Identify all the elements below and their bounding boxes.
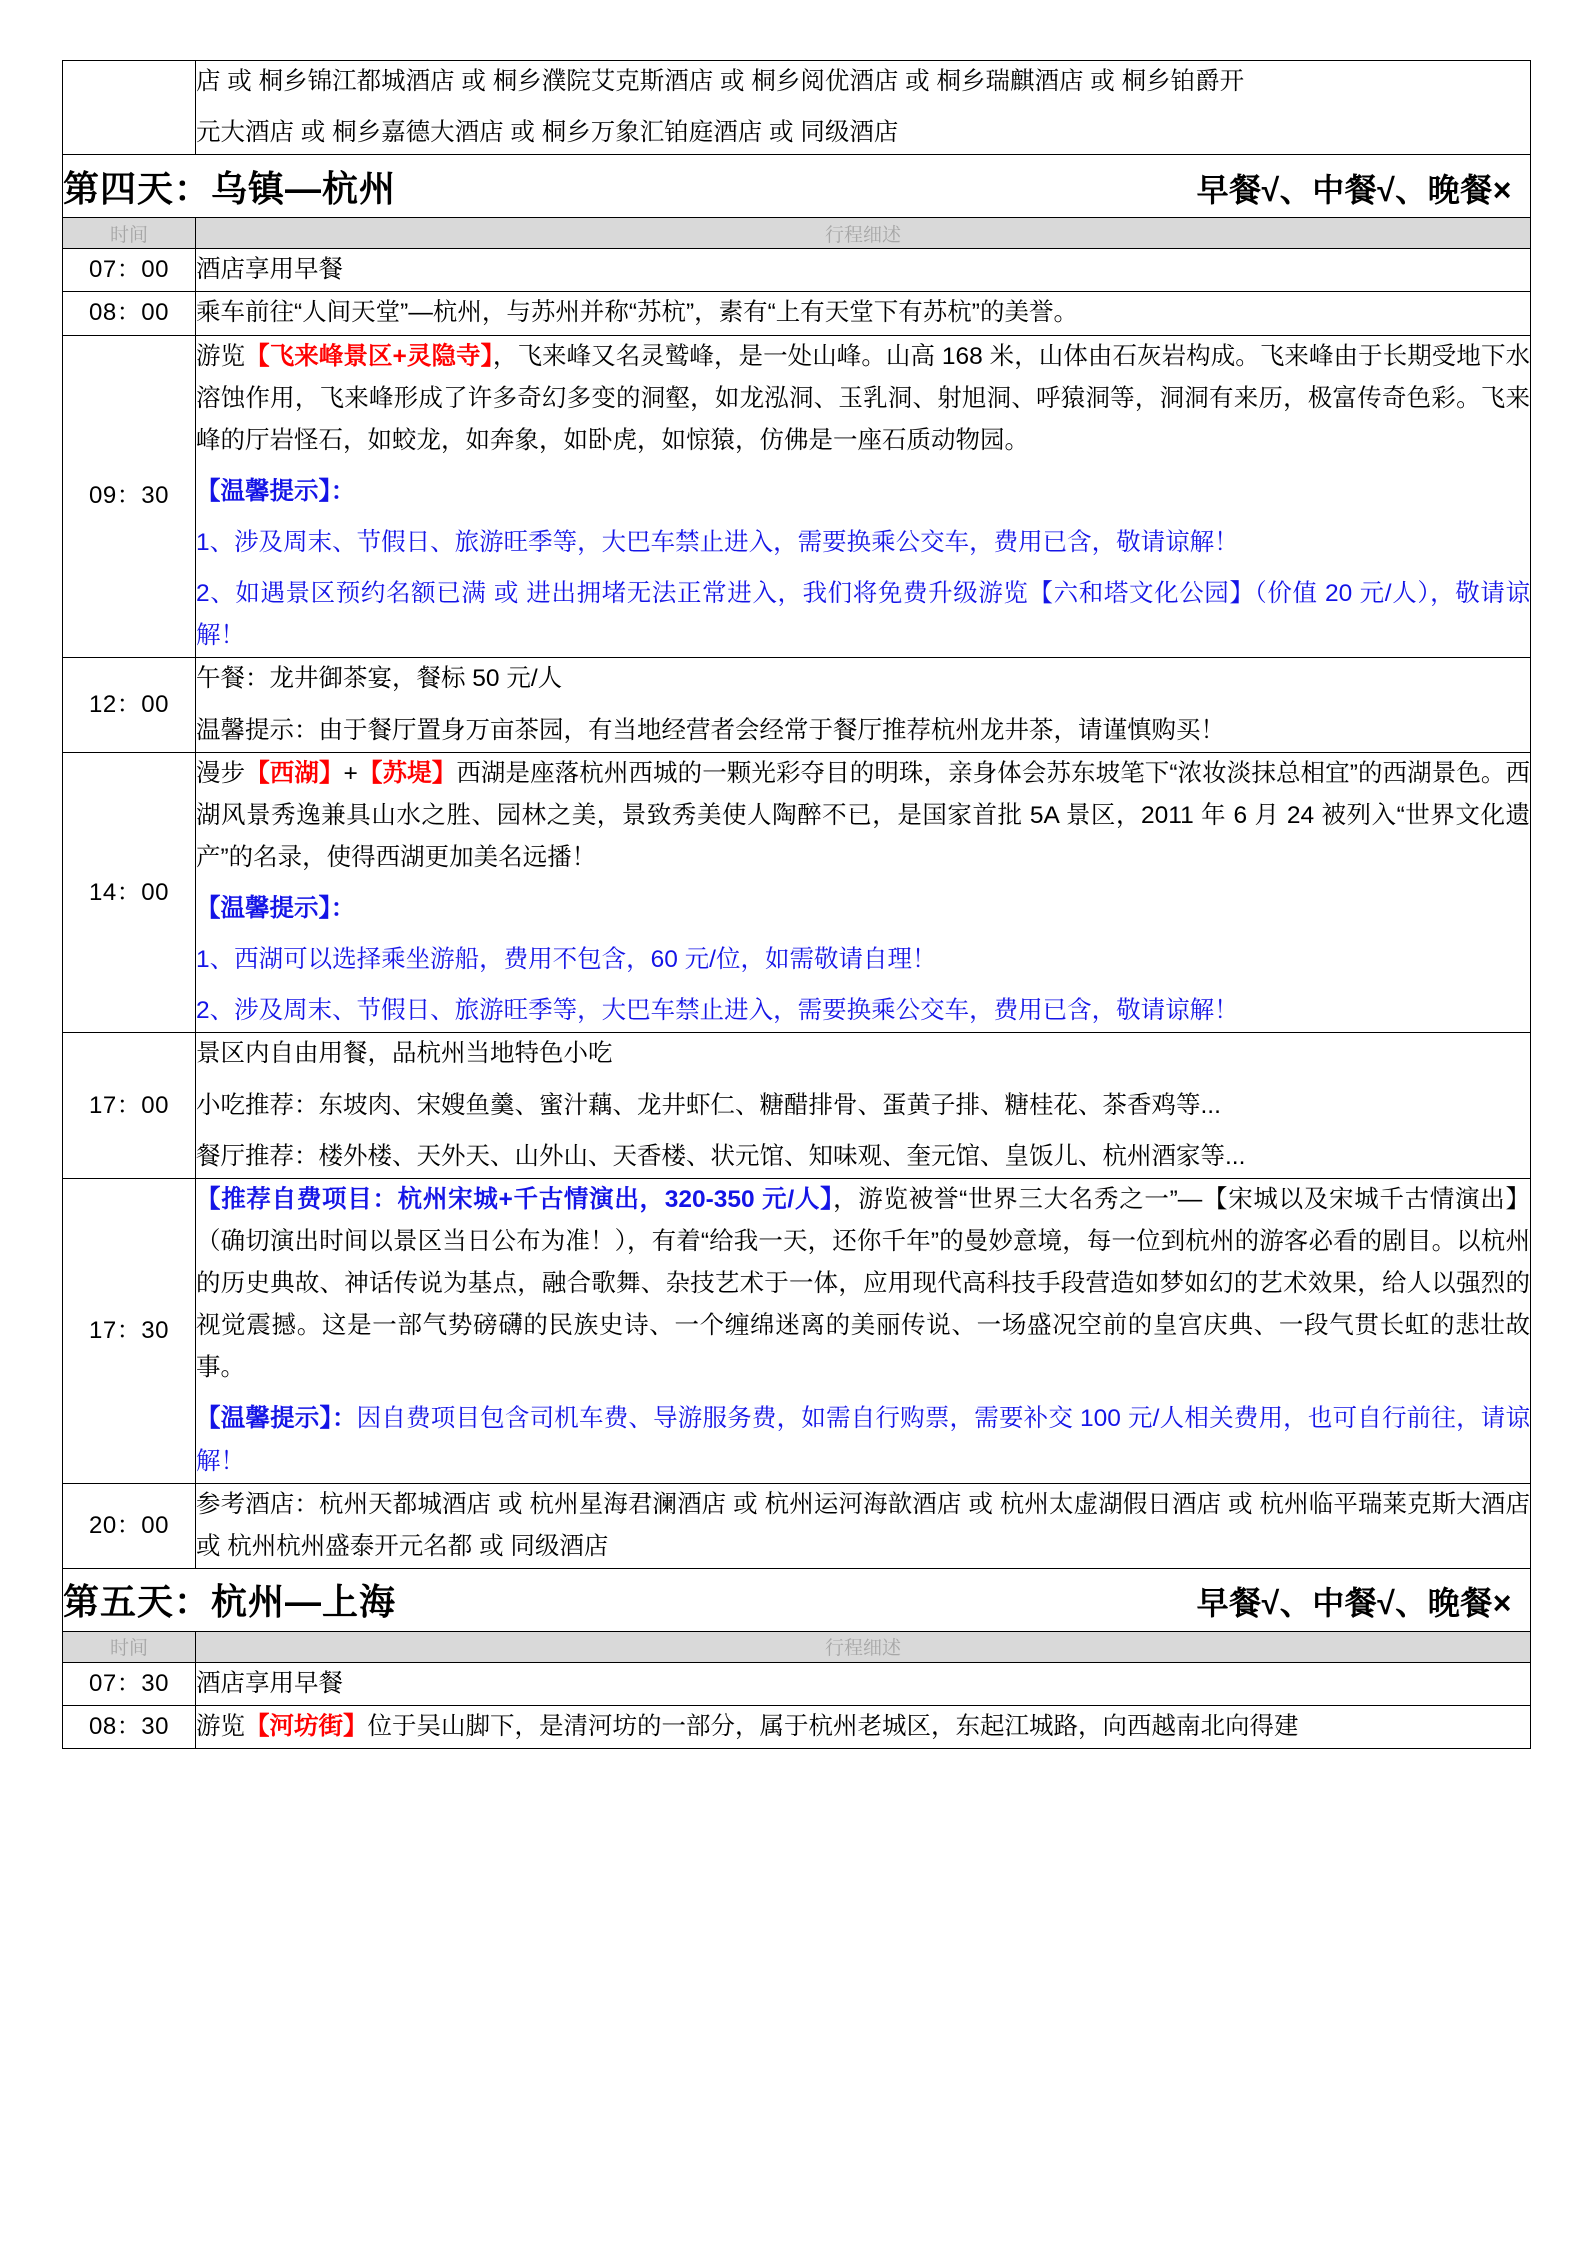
table-row — [63, 292, 1531, 335]
col-header-time-day4: 时间 — [63, 218, 196, 249]
highlight-text: 【温馨提示】： — [196, 1405, 357, 1433]
time-cell: 07：00 — [63, 249, 196, 292]
table-row — [63, 1178, 1531, 1483]
highlight-text: 1、西湖可以选择乘坐游船，费用不包含，60 元/位，如需敬请自理！ — [196, 946, 937, 974]
subheader-row-day5 — [63, 1631, 1531, 1662]
time-cell: 09：30 — [63, 335, 196, 658]
time-cell: 17：00 — [63, 1033, 196, 1178]
body-text: 酒店享用早餐 — [196, 256, 343, 284]
detail-cell — [196, 292, 1531, 335]
detail-paragraph — [196, 888, 1530, 930]
detail-cell — [196, 1483, 1531, 1568]
body-text: 漫步 — [196, 759, 246, 787]
body-text: 参考酒店：杭州天都城酒店 或 杭州星海君澜酒店 或 杭州运河海歆酒店 或 杭州太虚湖假日酒店 或 杭州临平瑞莱克斯大酒店 或 杭州杭州盛泰开元名都 或 同级酒店 — [196, 1490, 1530, 1560]
detail-paragraph — [196, 1706, 1530, 1748]
day-banner-row-day4 — [63, 155, 1531, 218]
body-text: 乘车前往“人间天堂”—杭州，与苏州并称“苏杭”，素有“上有天堂下有苏杭”的美誉。 — [196, 299, 1078, 327]
day-banner-cell-day4 — [63, 155, 1531, 218]
detail-paragraph — [196, 573, 1530, 657]
detail-paragraph — [196, 336, 1530, 462]
body-text: + — [343, 759, 358, 787]
body-text: 游览 — [196, 1713, 245, 1740]
time-cell: 08：30 — [63, 1706, 196, 1749]
body-text: 温馨提示：由于餐厅置身万亩茶园，有当地经营者会经常于餐厅推荐杭州龙井茶，请谨慎购买！ — [196, 716, 1225, 744]
highlight-text: 【苏堤】 — [357, 759, 457, 787]
hotel-line-2: 元大酒店 或 桐乡嘉德大酒店 或 桐乡万象汇铂庭酒店 或 同级酒店 — [196, 119, 899, 147]
table-row — [63, 249, 1531, 292]
detail-paragraph — [196, 710, 1530, 752]
day-banner-cell-day5 — [63, 1568, 1531, 1631]
detail-cell — [196, 1033, 1531, 1178]
detail-paragraph — [196, 522, 1530, 564]
detail-paragraph — [196, 292, 1530, 334]
detail-cell — [196, 249, 1531, 292]
body-text: 游览 — [196, 342, 246, 370]
day5-meals: 早餐√、中餐√、晚餐× — [1196, 1585, 1512, 1622]
detail-paragraph — [196, 1136, 1530, 1178]
detail-paragraph — [196, 1179, 1530, 1390]
highlight-text: 【河坊街】 — [245, 1713, 368, 1740]
detail-paragraph — [196, 939, 1530, 981]
detail-cell — [196, 335, 1531, 658]
day4-rows — [63, 249, 1531, 1569]
subheader-row-day4 — [63, 218, 1531, 249]
detail-cell — [196, 752, 1531, 1033]
detail-paragraph — [196, 1033, 1530, 1075]
highlight-text: 【温馨提示】： — [196, 895, 356, 922]
time-cell: 08：00 — [63, 292, 196, 335]
detail-cell — [196, 1178, 1531, 1483]
day4-meals: 早餐√、中餐√、晚餐× — [1196, 171, 1512, 208]
day-banner-row-day5 — [63, 1568, 1531, 1631]
body-text: 小吃推荐：东坡肉、宋嫂鱼羹、蜜汁藕、龙井虾仁、糖醋排骨、蛋黄子排、糖桂花、茶香鸡等... — [196, 1091, 1221, 1119]
table-row — [63, 1483, 1531, 1568]
body-text: 西湖是座落杭州西城的一颗光彩夺目的明珠，亲身体会苏东坡笔下“浓妆淡抹总相宜”的西湖景色。西湖风景秀逸兼具山水之胜、园林之美，景致秀美使人陶醉不已，是国家首批 5A 景区，2011 年 6 月 24 被列入“世界文化遗产”的名录，使得西湖更加美名远播！ — [196, 759, 1531, 871]
highlight-text: 【温馨提示】： — [196, 477, 356, 505]
detail-paragraph — [196, 1085, 1530, 1127]
detail-cell — [196, 1662, 1531, 1705]
table-row — [63, 1706, 1531, 1749]
time-cell-empty — [63, 61, 196, 155]
day5-title: 第五天：杭州—上海 — [63, 1581, 397, 1623]
highlight-text: 2、如遇景区预约名额已满 或 进出拥堵无法正常进入，我们将免费升级游览【六和塔文化公园】（价值 20 元/人），敬请谅解！ — [196, 580, 1530, 650]
body-text: 景区内自由用餐，品杭州当地特色小吃 — [196, 1040, 613, 1068]
highlight-text: 因自费项目包含司机车费、导游服务费，如需自行购票，需要补交 100 元/人相关费用，也可自行前往，请谅解！ — [196, 1405, 1530, 1475]
day4-title: 第四天：乌镇—杭州 — [63, 167, 397, 209]
body-text: ，飞来峰又名灵鹫峰，是一处山峰。山高 168 米，山体由石灰岩构成。飞来峰由于长期受地下水溶蚀作用，飞来峰形成了许多奇幻多变的洞壑，如龙泓洞、玉乳洞、射旭洞、呼猿洞等，洞洞有来历，极富传奇色彩。飞来峰的厅岩怪石，如蛟龙，如奔象，如卧虎，如惊猿，仿佛是一座石质动物园。 — [196, 342, 1531, 454]
detail-paragraph — [196, 753, 1530, 879]
table-row — [63, 335, 1531, 658]
detail-paragraph — [196, 990, 1530, 1032]
table-row — [63, 1662, 1531, 1705]
col-header-detail-day4: 行程细述 — [196, 218, 1531, 249]
detail-paragraph — [196, 471, 1530, 513]
hotel-continuation-cell — [196, 61, 1531, 155]
col-header-time-day5: 时间 — [63, 1631, 196, 1662]
highlight-text: 1、涉及周末、节假日、旅游旺季等，大巴车禁止进入，需要换乘公交车，费用已含，敬请谅解！ — [196, 529, 1239, 556]
time-cell: 20：00 — [63, 1483, 196, 1568]
detail-paragraph — [196, 249, 1530, 291]
table-row — [63, 658, 1531, 752]
time-cell: 07：30 — [63, 1662, 196, 1705]
day5-rows — [63, 1662, 1531, 1748]
table-row — [63, 61, 1531, 155]
detail-paragraph — [196, 658, 1530, 700]
detail-cell — [196, 1706, 1531, 1749]
time-cell: 17：30 — [63, 1178, 196, 1483]
highlight-text: 【西湖】 — [245, 759, 344, 787]
highlight-text: 【飞来峰景区+灵隐寺】 — [245, 342, 493, 370]
time-cell: 14：00 — [63, 752, 196, 1033]
body-text: ，游览被誉“世界三大名秀之一”—【宋城以及宋城千古情演出】（确切演出时间以景区当日公布为准！），有着“给我一天，还你千年”的曼妙意境，每一位到杭州的游客必看的剧目。以杭州的历史典故、神话传说为基点，融合歌舞、杂技艺术于一体，应用现代高科技手段营造如梦如幻的艺术效果，给人以强烈的视觉震撼。这是一部气势磅礴的民族史诗、一个缠绵迷离的美丽传说、一场盛况空前的皇宫庆典、一段气贯长虹的悲壮故事。 — [196, 1185, 1530, 1382]
table-body — [63, 61, 1531, 249]
detail-paragraph — [196, 1398, 1530, 1482]
detail-cell — [196, 658, 1531, 752]
body-text: 餐厅推荐：楼外楼、天外天、山外山、天香楼、状元馆、知味观、奎元馆、皇饭儿、杭州酒家等... — [196, 1142, 1246, 1170]
body-text: 酒店享用早餐 — [196, 1669, 343, 1697]
table-row — [63, 1033, 1531, 1178]
table-row — [63, 752, 1531, 1033]
hotel-line-1: 店 或 桐乡锦江都城酒店 或 桐乡濮院艾克斯酒店 或 桐乡阅优酒店 或 桐乡瑞麒酒店 或 桐乡铂爵开 — [196, 68, 1245, 95]
col-header-detail-day5: 行程细述 — [196, 1631, 1531, 1662]
body-text: 位于吴山脚下，是清河坊的一部分，属于杭州老城区，东起江城路，向西越南北向得建 — [367, 1713, 1299, 1740]
detail-paragraph — [196, 1663, 1530, 1705]
detail-paragraph — [196, 1484, 1530, 1568]
time-cell: 12：00 — [63, 658, 196, 752]
itinerary-table — [62, 60, 1531, 1749]
highlight-text: 2、涉及周末、节假日、旅游旺季等，大巴车禁止进入，需要换乘公交车，费用已含，敬请谅解！ — [196, 997, 1239, 1025]
body-text: 午餐：龙井御茶宴，餐标 50 元/人 — [196, 665, 563, 693]
highlight-text: 【推荐自费项目：杭州宋城+千古情演出，320-350 元/人】 — [196, 1185, 834, 1213]
